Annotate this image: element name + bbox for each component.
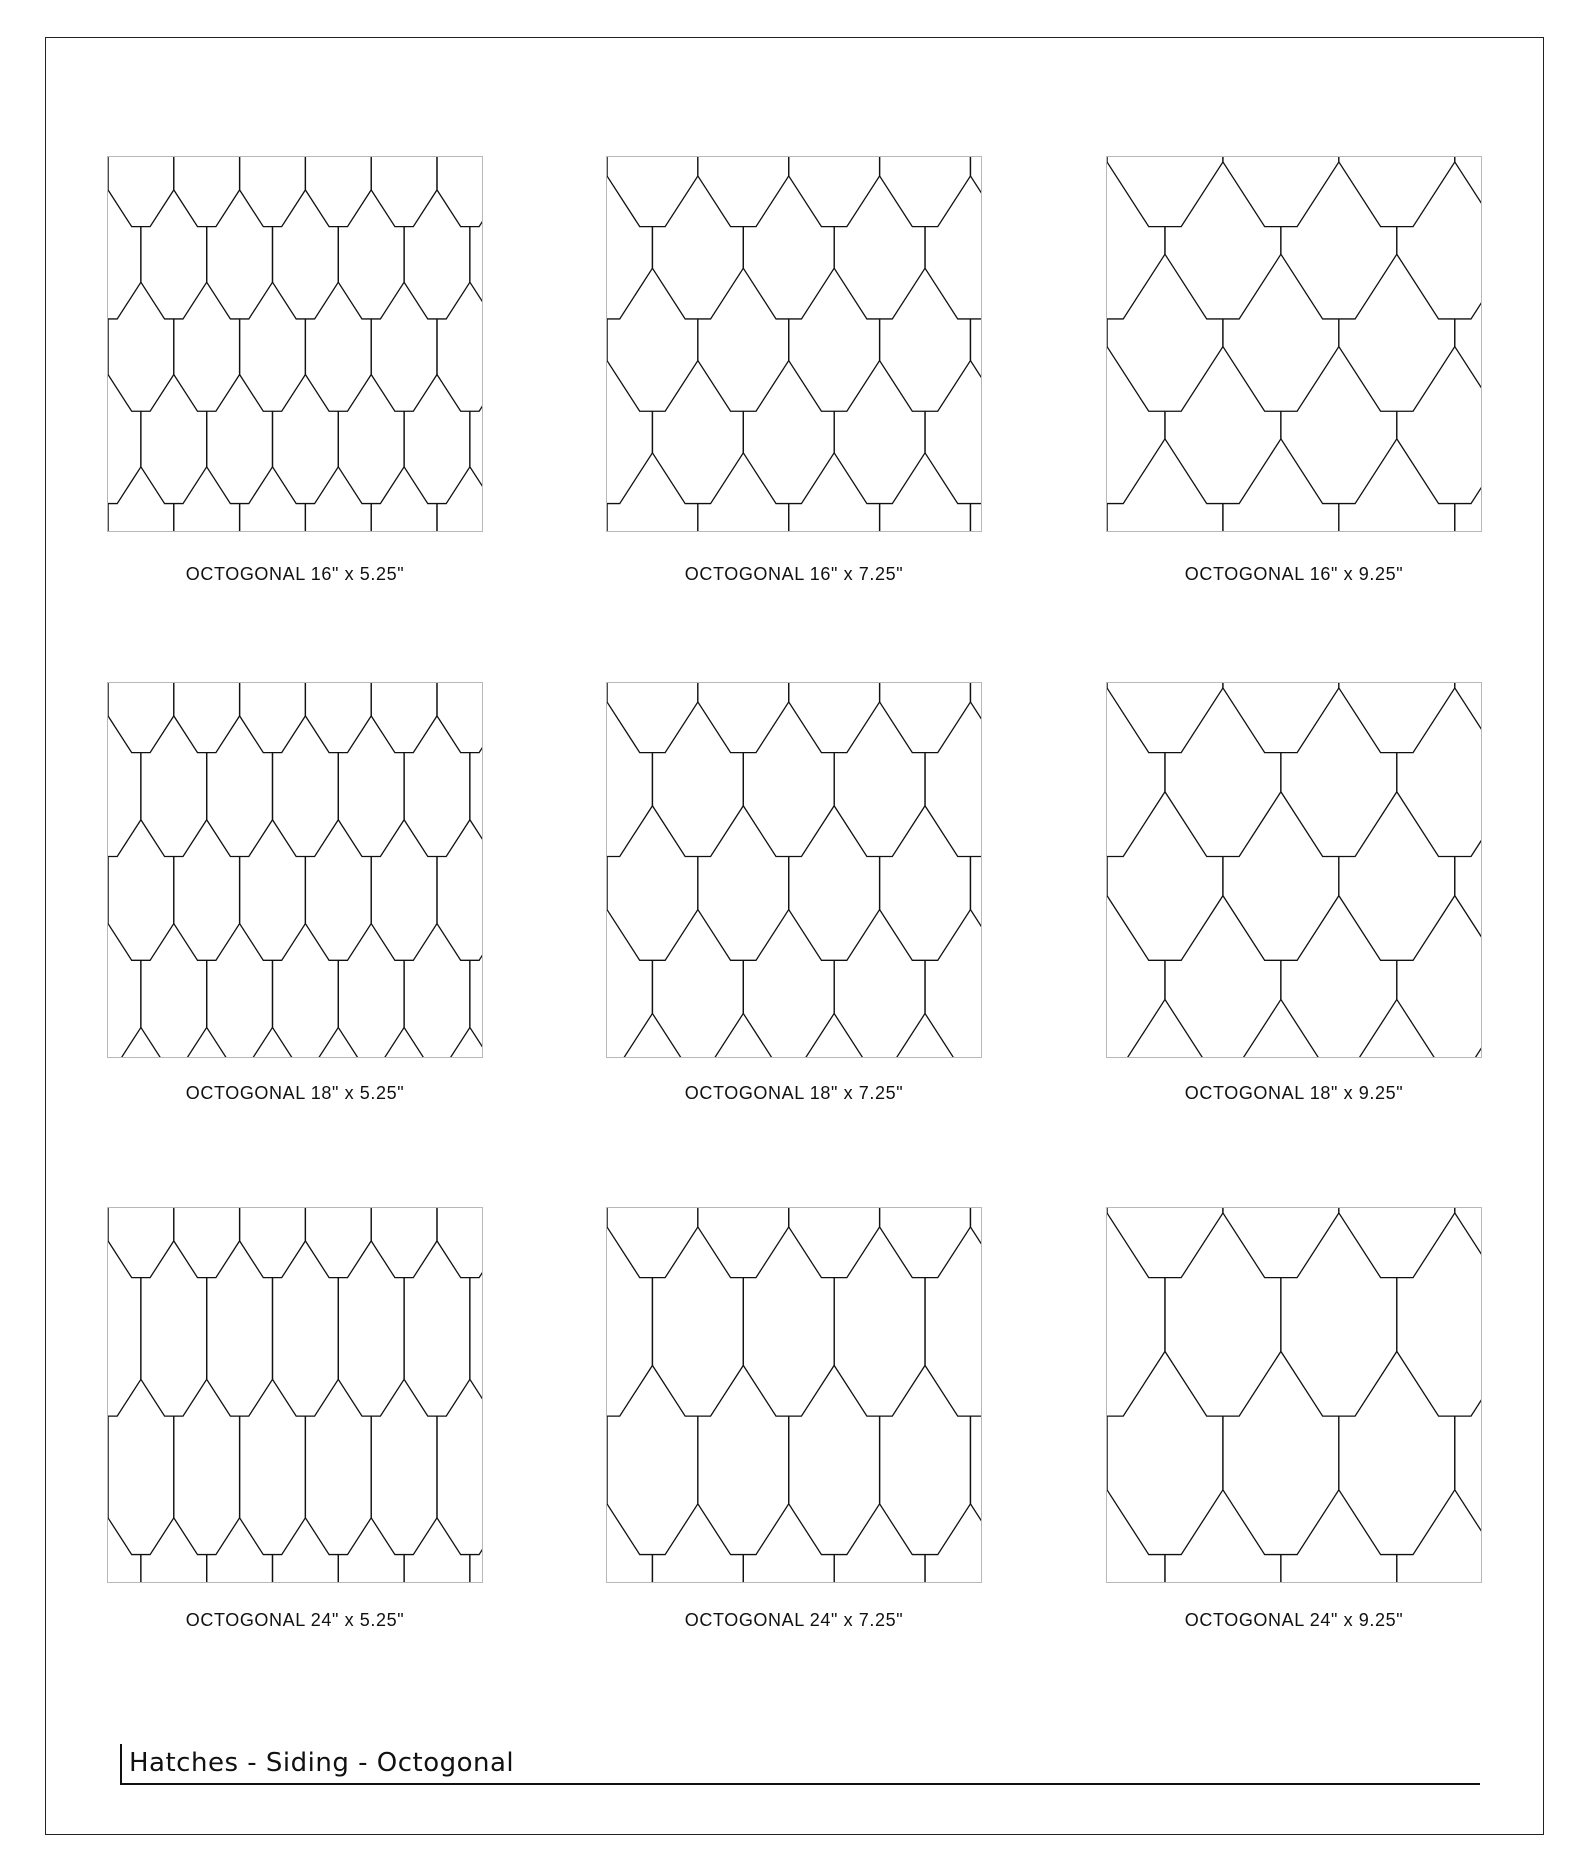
shingle-lines [1107,683,1481,1057]
shingle-outline [371,1208,437,1278]
pattern-caption: OCTOGONAL 24" x 9.25" [1184,1610,1404,1630]
shingle-outline [1107,753,1165,857]
pattern-caption: OCTOGONAL 24" x 7.25" [684,1610,904,1630]
pattern-caption: OCTOGONAL 18" x 5.25" [185,1083,405,1103]
title-block [120,1744,1480,1784]
shingle-outline [925,753,981,857]
shingle-outline [1107,960,1165,1057]
shingle-outline [470,227,482,319]
shingle-outline [698,157,789,227]
shingle-outline [1107,1278,1165,1416]
shingle-outline [652,227,743,319]
hatch-pattern-24x7.25 [607,1208,981,1582]
shingle-outline [338,1278,404,1416]
hatch-pattern-16x9.25 [1107,157,1481,531]
pattern-caption: OCTOGONAL 16" x 7.25" [684,564,904,584]
shingle-outline [834,960,925,1057]
shingle-outline [404,753,470,857]
shingle-outline [1281,960,1397,1057]
hatch-pattern-24x9.25 [1107,1208,1481,1582]
shingle-outline [174,1416,240,1554]
shingle-outline [1107,683,1223,753]
shingle-outline [141,1278,207,1416]
shingle-outline [607,1416,698,1554]
pattern-caption: OCTOGONAL 18" x 9.25" [1184,1083,1404,1103]
shingle-outline [174,157,240,227]
shingle-outline [652,753,743,857]
shingle-outline [141,411,207,503]
shingle-outline [338,960,404,1057]
shingle-outline [880,683,971,753]
pattern-caption: OCTOGONAL 16" x 9.25" [1184,564,1404,584]
shingle-outline [338,227,404,319]
shingle-outline [1223,683,1339,753]
shingle-outline [698,1416,789,1554]
shingle-outline [743,227,834,319]
shingle-outline [470,1278,482,1416]
shingle-outline [970,157,981,227]
shingle-outline [1165,1278,1281,1416]
shingle-outline [880,856,971,960]
shingle-outline [1107,411,1165,503]
shingle-outline [607,1208,698,1278]
shingle-outline [207,753,273,857]
shingle-outline [607,753,652,857]
shingle-outline [437,1208,482,1278]
shingle-outline [970,683,981,753]
hatch-pattern-24x5.25 [108,1208,482,1582]
shingle-outline [698,504,789,531]
shingle-outline [925,960,981,1057]
shingle-outline [305,1208,371,1278]
shingle-outline [108,157,174,227]
shingle-outline [240,157,306,227]
hatch-panel-24x7.25 [606,1207,982,1583]
shingle-outline [437,1416,482,1554]
shingle-outline [272,1278,338,1416]
hatch-panel-16x9.25 [1106,156,1482,532]
shingle-outline [698,319,789,411]
shingle-outline [371,856,437,960]
shingle-outline [1455,683,1481,753]
shingle-outline [371,1416,437,1554]
shingle-outline [305,683,371,753]
shingle-outline [174,856,240,960]
shingle-outline [1339,1416,1455,1554]
shingle-outline [1281,227,1397,319]
shingle-outline [174,1208,240,1278]
shingle-outline [743,1278,834,1416]
shingle-lines [108,683,482,1057]
shingle-outline [1455,856,1481,960]
shingle-lines [607,1208,981,1582]
shingle-outline [470,960,482,1057]
shingle-outline [338,753,404,857]
shingle-outline [1339,683,1455,753]
shingle-outline [1397,1555,1481,1582]
shingle-outline [240,1416,306,1554]
shingle-outline [834,1555,925,1582]
shingle-outline [108,1278,141,1416]
shingle-outline [789,683,880,753]
shingle-outline [404,1555,470,1582]
shingle-outline [652,1555,743,1582]
shingle-outline [1281,1555,1397,1582]
shingle-outline [880,1416,971,1554]
shingle-outline [925,1278,981,1416]
shingle-outline [437,157,482,227]
hatch-pattern-18x5.25 [108,683,482,1057]
shingle-outline [404,227,470,319]
shingle-outline [607,157,698,227]
shingle-outline [1165,411,1281,503]
shingle-outline [240,504,306,531]
shingle-outline [925,1555,981,1582]
shingle-outline [371,504,437,531]
shingle-outline [404,411,470,503]
shingle-outline [1455,1208,1481,1278]
shingle-outline [404,960,470,1057]
shingle-outline [1455,157,1481,227]
hatch-pattern-16x5.25 [108,157,482,531]
shingle-outline [1165,753,1281,857]
shingle-outline [1223,504,1339,531]
sheet-title: Hatches - Siding - Octogonal [129,1748,515,1778]
title-block-underline [120,1783,1480,1785]
shingle-outline [698,683,789,753]
shingle-lines [108,157,482,531]
shingle-outline [1223,1208,1339,1278]
shingle-outline [108,319,174,411]
pattern-caption: OCTOGONAL 18" x 7.25" [684,1083,904,1103]
shingle-outline [743,411,834,503]
hatch-panel-18x9.25 [1106,682,1482,1058]
shingle-outline [743,753,834,857]
shingle-outline [108,1555,141,1582]
shingle-outline [272,411,338,503]
shingle-outline [970,504,981,531]
shingle-outline [698,1208,789,1278]
shingle-outline [141,1555,207,1582]
shingle-outline [1397,960,1481,1057]
shingle-outline [272,960,338,1057]
shingle-outline [272,753,338,857]
shingle-outline [371,319,437,411]
shingle-outline [789,856,880,960]
shingle-outline [404,1278,470,1416]
hatch-pattern-16x7.25 [607,157,981,531]
shingle-outline [437,856,482,960]
hatch-pattern-18x7.25 [607,683,981,1057]
shingle-outline [1223,856,1339,960]
shingle-outline [834,753,925,857]
shingle-outline [1165,227,1281,319]
shingle-outline [607,411,652,503]
shingle-outline [1455,319,1481,411]
shingle-outline [925,411,981,503]
shingle-outline [607,227,652,319]
shingle-outline [108,683,174,753]
shingle-outline [338,411,404,503]
shingle-lines [108,1208,482,1582]
shingle-outline [141,753,207,857]
shingle-outline [305,319,371,411]
hatch-panel-16x7.25 [606,156,982,532]
shingle-outline [970,1416,981,1554]
shingle-outline [141,227,207,319]
shingle-outline [1223,1416,1339,1554]
shingle-outline [1223,157,1339,227]
shingle-outline [880,1208,971,1278]
shingle-outline [607,683,698,753]
shingle-outline [970,1208,981,1278]
shingle-outline [1339,157,1455,227]
shingle-outline [1397,1278,1481,1416]
shingle-outline [371,157,437,227]
shingle-outline [437,683,482,753]
shingle-outline [789,319,880,411]
shingle-outline [272,1555,338,1582]
shingle-outline [470,411,482,503]
shingle-outline [371,683,437,753]
shingle-outline [652,960,743,1057]
title-block-divider [120,1744,122,1784]
shingle-outline [1281,411,1397,503]
shingle-outline [1107,227,1165,319]
shingle-outline [174,683,240,753]
shingle-lines [607,157,981,531]
shingle-outline [880,319,971,411]
shingle-outline [1107,1416,1223,1554]
shingle-outline [240,1208,306,1278]
shingle-outline [834,411,925,503]
shingle-outline [1165,1555,1281,1582]
shingle-outline [108,1208,174,1278]
shingle-outline [834,1278,925,1416]
shingle-outline [108,411,141,503]
shingle-outline [1455,504,1481,531]
pattern-caption: OCTOGONAL 16" x 5.25" [185,564,405,584]
shingle-outline [789,504,880,531]
shingle-outline [970,319,981,411]
shingle-outline [1107,856,1223,960]
shingle-outline [607,504,698,531]
shingle-outline [652,411,743,503]
shingle-outline [1281,753,1397,857]
shingle-outline [207,960,273,1057]
shingle-outline [305,1416,371,1554]
shingle-outline [880,157,971,227]
shingle-outline [1397,753,1481,857]
hatch-panel-18x5.25 [107,682,483,1058]
shingle-outline [108,227,141,319]
shingle-outline [108,504,174,531]
shingle-outline [108,960,141,1057]
hatch-panel-16x5.25 [107,156,483,532]
shingle-outline [925,227,981,319]
shingle-outline [174,319,240,411]
shingle-outline [240,683,306,753]
shingle-outline [108,753,141,857]
shingle-outline [1165,960,1281,1057]
shingle-outline [207,1555,273,1582]
shingle-outline [789,1208,880,1278]
shingle-lines [607,683,981,1057]
shingle-outline [470,1555,482,1582]
hatch-panel-24x5.25 [107,1207,483,1583]
shingle-outline [240,856,306,960]
shingle-lines [1107,1208,1481,1582]
shingle-outline [607,960,652,1057]
shingle-outline [437,319,482,411]
shingle-outline [1339,319,1455,411]
shingle-outline [1339,1208,1455,1278]
shingle-outline [108,1416,174,1554]
shingle-outline [652,1278,743,1416]
shingle-outline [305,504,371,531]
shingle-outline [1107,1208,1223,1278]
shingle-outline [743,1555,834,1582]
shingle-lines [1107,157,1481,531]
shingle-outline [834,227,925,319]
shingle-outline [1223,319,1339,411]
shingle-outline [607,1278,652,1416]
shingle-outline [1339,856,1455,960]
hatch-panel-18x7.25 [606,682,982,1058]
shingle-outline [607,319,698,411]
hatch-panel-24x9.25 [1106,1207,1482,1583]
shingle-outline [1107,504,1223,531]
pattern-caption: OCTOGONAL 24" x 5.25" [185,1610,405,1630]
shingle-outline [1397,411,1481,503]
shingle-outline [305,856,371,960]
shingle-outline [789,1416,880,1554]
shingle-outline [698,856,789,960]
shingle-outline [437,504,482,531]
shingle-outline [607,856,698,960]
shingle-outline [1281,1278,1397,1416]
shingle-outline [272,227,338,319]
shingle-outline [1107,1555,1165,1582]
shingle-outline [743,960,834,1057]
shingle-outline [970,856,981,960]
shingle-outline [207,1278,273,1416]
shingle-outline [207,411,273,503]
shingle-outline [1107,319,1223,411]
hatch-pattern-18x9.25 [1107,683,1481,1057]
shingle-outline [305,157,371,227]
shingle-outline [1455,1416,1481,1554]
shingle-outline [174,504,240,531]
shingle-outline [470,753,482,857]
shingle-outline [880,504,971,531]
shingle-outline [607,1555,652,1582]
shingle-outline [108,856,174,960]
shingle-outline [1107,157,1223,227]
shingle-outline [207,227,273,319]
shingle-outline [789,157,880,227]
shingle-outline [338,1555,404,1582]
shingle-outline [240,319,306,411]
shingle-outline [1397,227,1481,319]
shingle-outline [141,960,207,1057]
shingle-outline [1339,504,1455,531]
